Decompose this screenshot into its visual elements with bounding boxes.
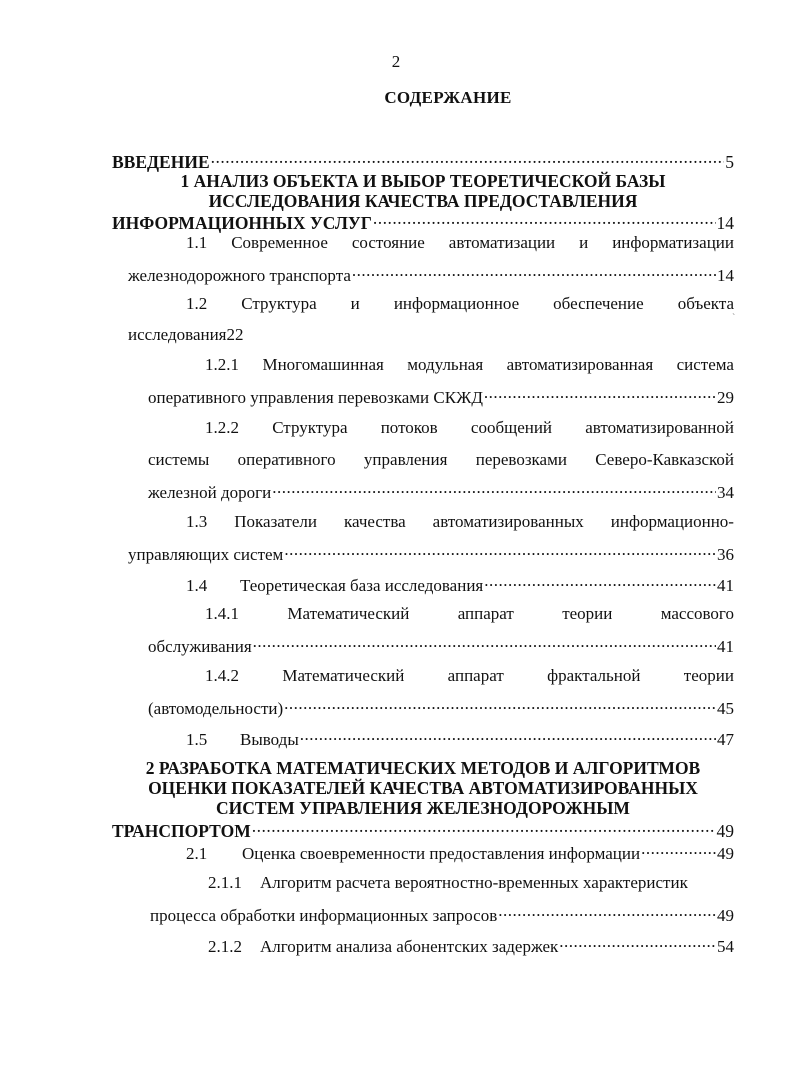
toc-word: Структура [241,294,317,313]
toc-label: обслуживания [148,637,252,656]
toc-label: Алгоритм расчета вероятностно-временных характеристик [260,873,688,892]
toc-word: Структура [272,418,348,437]
toc-page: 54 [717,937,734,956]
toc-word: аппарат [447,666,504,685]
toc-entry-2-1-2 [208,935,734,957]
toc-label: Алгоритм анализа абонентских задержек [260,937,559,956]
toc-word: автоматизированных [432,512,584,531]
toc-page: 14 [716,212,734,233]
toc-word: теории [562,604,613,623]
toc-page: 49 [717,844,734,863]
toc-label: ВВЕДЕНИЕ [112,151,210,172]
toc-entry-1-2-2 [205,418,734,438]
toc-label: ТРАНСПОРТОМ [112,820,251,841]
toc-label: Выводы [240,730,299,749]
toc-word: аппарат [457,604,514,623]
toc-page: 41 [717,637,734,656]
toc-entry-1-4-1 [205,604,734,624]
toc-word: перевозками [475,450,567,469]
toc-page: 47 [717,730,734,749]
toc-word: информационно- [610,512,734,531]
toc-word: Северо-Кавказской [595,450,734,469]
toc-word: автоматизированная [506,355,654,374]
toc-chapter1-line2: ИССЛЕДОВАНИЯ КАЧЕСТВА ПРЕДОСТАВЛЕНИЯ [208,191,638,211]
toc-entry-1-2-1-cont [148,386,734,408]
toc-number: 1.2.2 [205,418,239,437]
toc-word: и [350,294,360,313]
toc-leader [484,386,716,403]
toc-entry-1-3-cont [128,543,734,565]
toc-chapter2-line1: 2 РАЗРАБОТКА МАТЕМАТИЧЕСКИХ МЕТОДОВ И АЛГОРИТМОВ [145,758,701,778]
toc-word: информатизации [612,233,734,252]
toc-label: Теоретическая база исследования [240,576,484,595]
toc-leader [211,150,725,168]
toc-word: обеспечение [553,294,644,313]
toc-word: Современное [231,233,328,252]
page-title: СОДЕРЖАНИЕ [384,88,512,107]
toc-entry-intro [112,150,734,173]
toc-leader [484,574,716,591]
toc-word: теории [683,666,734,685]
toc-page: 45 [717,699,734,718]
toc-entry-1-1 [186,233,734,253]
toc-page: 49 [716,820,734,841]
toc-chapter1-line1: 1 АНАЛИЗ ОБЪЕКТА И ВЫБОР ТЕОРЕТИЧЕСКОЙ БАЗЫ [180,171,666,191]
toc-chapter2-line2: ОЦЕНКИ ПОКАЗАТЕЛЕЙ КАЧЕСТВА АВТОМАТИЗИРОВАННЫХ [148,778,698,798]
toc-label: железной дороги [148,483,272,502]
toc-label: управляющих систем [128,545,284,564]
toc-word: модульная [407,355,484,374]
toc-entry-1-2-2-cont [148,481,734,503]
toc-leader [300,728,716,745]
toc-entry-1-5 [186,728,734,750]
toc-word: система [676,355,734,374]
toc-entry-1-4-1-cont [148,635,734,657]
toc-entry-1-4 [186,574,734,596]
toc-word: состояние [351,233,425,252]
toc-label: Оценка своевременности предоставления информации [242,844,641,863]
toc-word: фрактальной [547,666,641,685]
toc-number: 1.4 [186,576,208,595]
toc-entry-1-2 [186,294,734,314]
toc-word: управления [363,450,448,469]
toc-word: и [579,233,589,252]
toc-page: 14 [717,266,734,285]
toc-page: 5 [725,151,734,172]
toc-leader [253,635,716,652]
toc-number: 2.1.2 [208,937,242,956]
toc-label: процесса обработки информационных запросов [150,906,498,925]
toc-entry-1-2-2-line2 [148,450,734,470]
toc-number: 1.5 [186,730,208,749]
toc-entry-1-2-cont: исследования22 [128,325,244,344]
toc-word: автоматизированной [585,418,734,437]
toc-number: 1.4.2 [205,666,239,685]
toc-page: 34 [717,483,734,502]
toc-number: 1.2 [186,294,208,313]
toc-entry-1-4-2 [205,666,734,686]
toc-word: Математический [282,666,405,685]
toc-page: 36 [717,545,734,564]
toc-number: 2.1 [186,844,208,863]
toc-entry-chapter2 [112,819,734,842]
page-number: 2 [391,52,401,71]
toc-word: потоков [380,418,438,437]
toc-page: 29 [717,388,734,407]
toc-number: 2.1.1 [208,873,242,892]
toc-label: (автомодельности) [148,699,284,718]
toc-word: Многомашинная [262,355,384,374]
toc-entry-2-1-1-cont [150,904,734,926]
toc-leader [284,697,716,714]
toc-word: объекта [677,294,734,313]
toc-leader [373,211,716,229]
toc-entry-1-2-1 [205,355,734,375]
toc-label: железнодорожного транспорта [128,266,351,285]
toc-number: 1.2.1 [205,355,239,374]
toc-word: сообщений [470,418,553,437]
toc-word: автоматизации [448,233,556,252]
toc-label: оперативного управления перевозками СКЖД [148,388,483,407]
toc-word: качества [343,512,406,531]
toc-leader [498,904,716,921]
toc-number: 1.1 [186,233,208,252]
toc-number: 1.3 [186,512,208,531]
toc-chapter2-line3: СИСТЕМ УПРАВЛЕНИЯ ЖЕЛЕЗНОДОРОЖНЫМ [216,798,630,818]
toc-word: системы [148,450,210,469]
toc-leader [252,819,716,837]
toc-number: 1.4.1 [205,604,239,623]
toc-entry-1-3 [186,512,734,532]
toc-leader [284,543,716,560]
toc-label: ИНФОРМАЦИОННЫХ УСЛУГ [112,212,372,233]
toc-entry-1-1-cont [128,264,734,286]
toc-entry-2-1 [186,842,734,864]
toc-word: Математический [287,604,410,623]
toc-leader [559,935,716,952]
toc-word: массового [660,604,734,623]
toc-entry-1-4-2-cont [148,697,734,719]
toc-word: информационное [393,294,520,313]
toc-leader [641,842,716,859]
toc-page: 41 [717,576,734,595]
toc-page: 49 [717,906,734,925]
toc-entry-2-1-1 [208,873,734,893]
toc-word: Показатели [234,512,317,531]
toc-leader [352,264,716,281]
toc-word: оперативного [237,450,336,469]
toc-leader [272,481,716,498]
scan-mark: ` [732,313,736,324]
toc-entry-chapter1 [112,211,734,234]
